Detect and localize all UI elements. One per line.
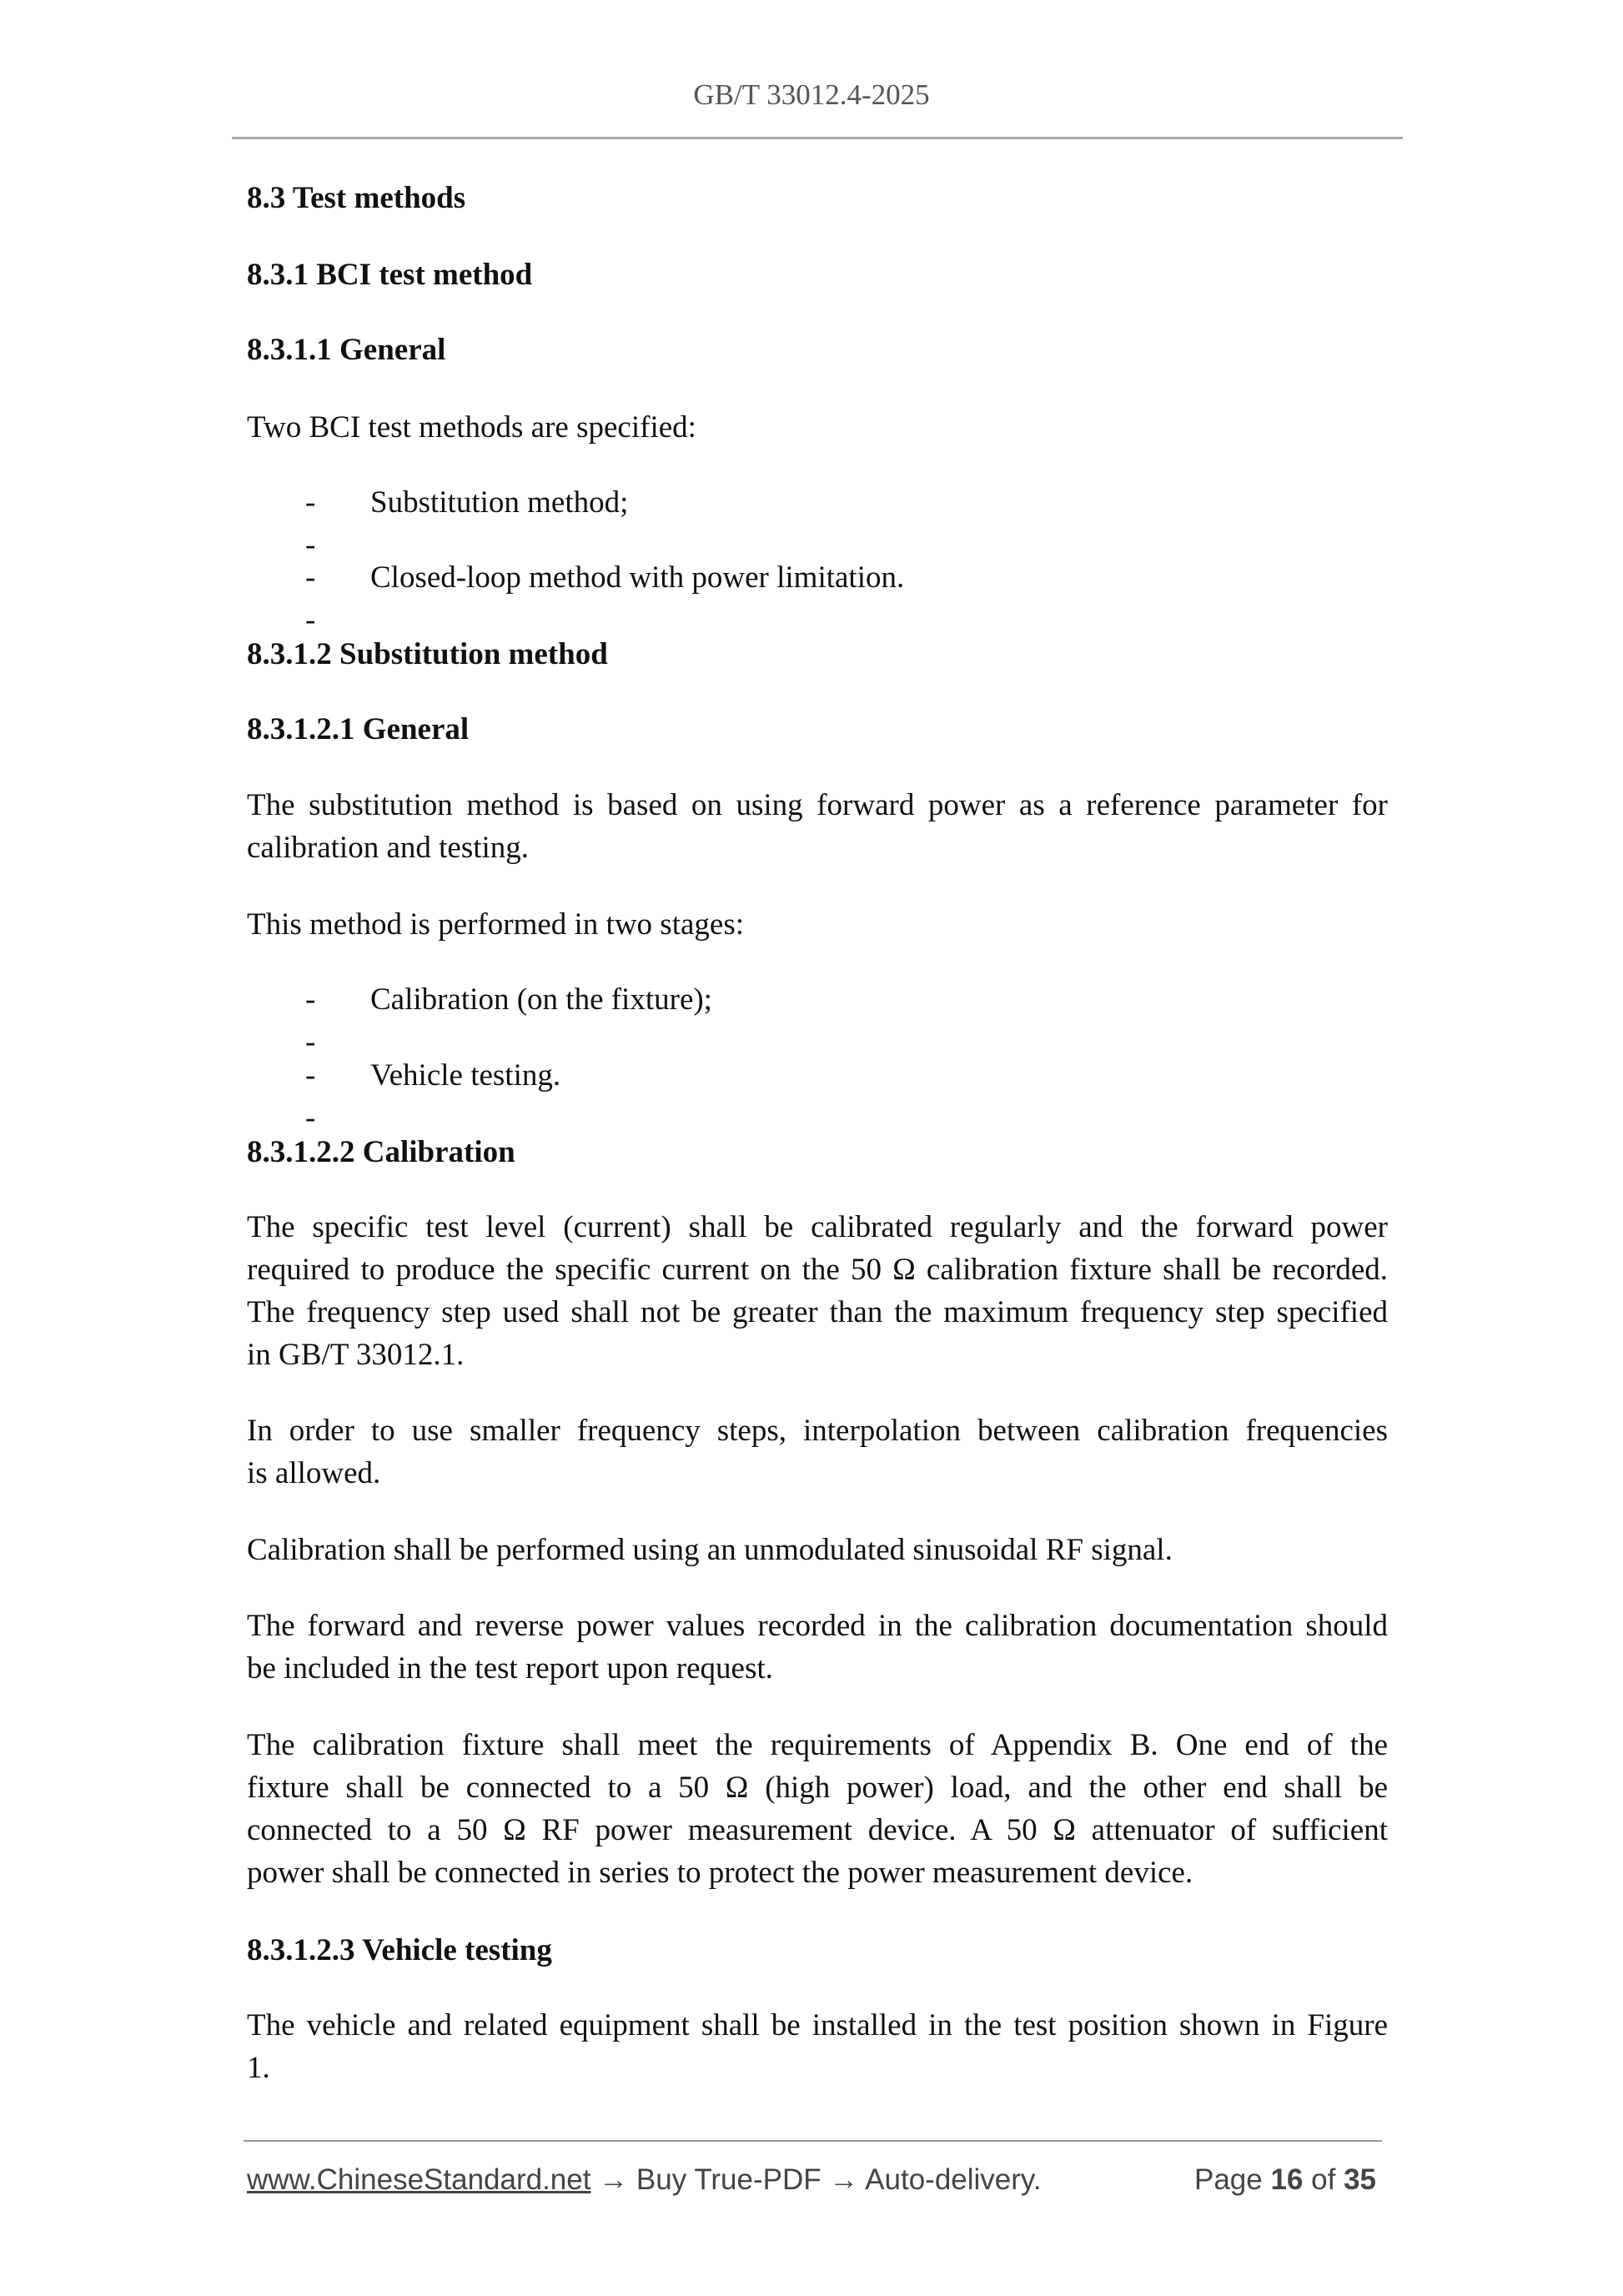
footer-promo: [247, 2163, 1042, 2197]
paragraph: [247, 1724, 1388, 1894]
paragraph-line: In order to use smaller frequency steps, interpolation between calibration frequencies: [247, 1414, 1388, 1448]
page-total: 35: [1344, 2163, 1376, 2196]
section-heading: 8.3.1.1 General: [247, 333, 446, 367]
footer-divider: [244, 2140, 1382, 2142]
bullet-dash: --: [305, 485, 316, 562]
list-item-text: Closed-loop method with power limitation.: [370, 560, 905, 595]
paragraph-line: 1.: [247, 2051, 270, 2085]
paragraph-line: The calibration fixture shall meet the requirements of Appendix B. One end of the: [247, 1728, 1388, 1762]
section-heading: 8.3.1.2.2 Calibration: [247, 1135, 515, 1169]
running-header: GB/T 33012.4-2025: [693, 78, 930, 111]
page-number: 16: [1270, 2163, 1304, 2196]
section-heading: 8.3.1.2.3 Vehicle testing: [247, 1933, 552, 1967]
paragraph-line: in GB/T 33012.1.: [247, 1338, 465, 1372]
paragraph-line: The vehicle and related equipment shall be installed in the test position shown in Figure: [247, 2008, 1388, 2042]
paragraph-line: is allowed.: [247, 1456, 381, 1490]
page-indicator: [1194, 2163, 1376, 2197]
section-heading: 8.3.1.2.1 General: [247, 712, 470, 746]
list-item-text: Substitution method;: [370, 485, 629, 520]
bullet-dash: --: [305, 982, 316, 1059]
paragraph: [247, 1206, 1388, 1376]
paragraph-line: The substitution method is based on using forward power as a reference parameter for: [247, 788, 1388, 822]
paragraph-line: power shall be connected in series to protect the power measurement device.: [247, 1856, 1193, 1890]
paragraph-line: connected to a 50 Ω RF power measurement device. A 50 Ω attenuator of sufficient: [247, 1813, 1388, 1847]
bullet-dash: --: [305, 560, 316, 637]
paragraph-line: This method is performed in two stages:: [247, 907, 745, 942]
paragraph-line: calibration and testing.: [247, 831, 530, 865]
section-heading: 8.3 Test methods: [247, 181, 466, 215]
list-item-text: Calibration (on the fixture);: [370, 982, 712, 1017]
paragraph-line: fixture shall be connected to a 50 Ω (high power) load, and the other end shall be: [247, 1771, 1388, 1805]
paragraph-line: be included in the test report upon request.: [247, 1651, 773, 1686]
section-heading: 8.3.1.2 Substitution method: [247, 637, 608, 671]
paragraph-line: Two BCI test methods are specified:: [247, 410, 696, 445]
list-item-text: Vehicle testing.: [370, 1058, 561, 1093]
paragraph-line: The specific test level (current) shall be calibrated regularly and the forward power: [247, 1210, 1388, 1244]
bullet-dash: --: [305, 1058, 316, 1135]
paragraph: [247, 2004, 1388, 2089]
paragraph: [247, 1529, 1388, 1571]
paragraph: [247, 406, 1388, 449]
paragraph: [247, 1409, 1388, 1495]
page-label: Page: [1193, 2163, 1263, 2196]
section-heading: 8.3.1 BCI test method: [247, 258, 533, 292]
paragraph-line: The forward and reverse power values recorded in the calibration documentation should: [247, 1609, 1388, 1643]
paragraph-line: required to produce the specific current on the 50 Ω calibration fixture shall be recorded.: [247, 1253, 1388, 1287]
page-footer: [247, 2163, 1376, 2197]
paragraph: [247, 784, 1388, 869]
paragraph-line: The frequency step used shall not be greater than the maximum frequency step specified: [247, 1295, 1388, 1329]
header-divider: [232, 137, 1403, 139]
of-label: of: [1311, 2163, 1336, 2196]
paragraph: [247, 903, 1388, 946]
website-link[interactable]: www.ChineseStandard.net: [247, 2163, 591, 2196]
paragraph-line: Calibration shall be performed using an unmodulated sinusoidal RF signal.: [247, 1533, 1173, 1567]
footer-tagline: → Buy True-PDF → Auto-delivery.: [590, 2163, 1042, 2196]
paragraph: [247, 1605, 1388, 1690]
